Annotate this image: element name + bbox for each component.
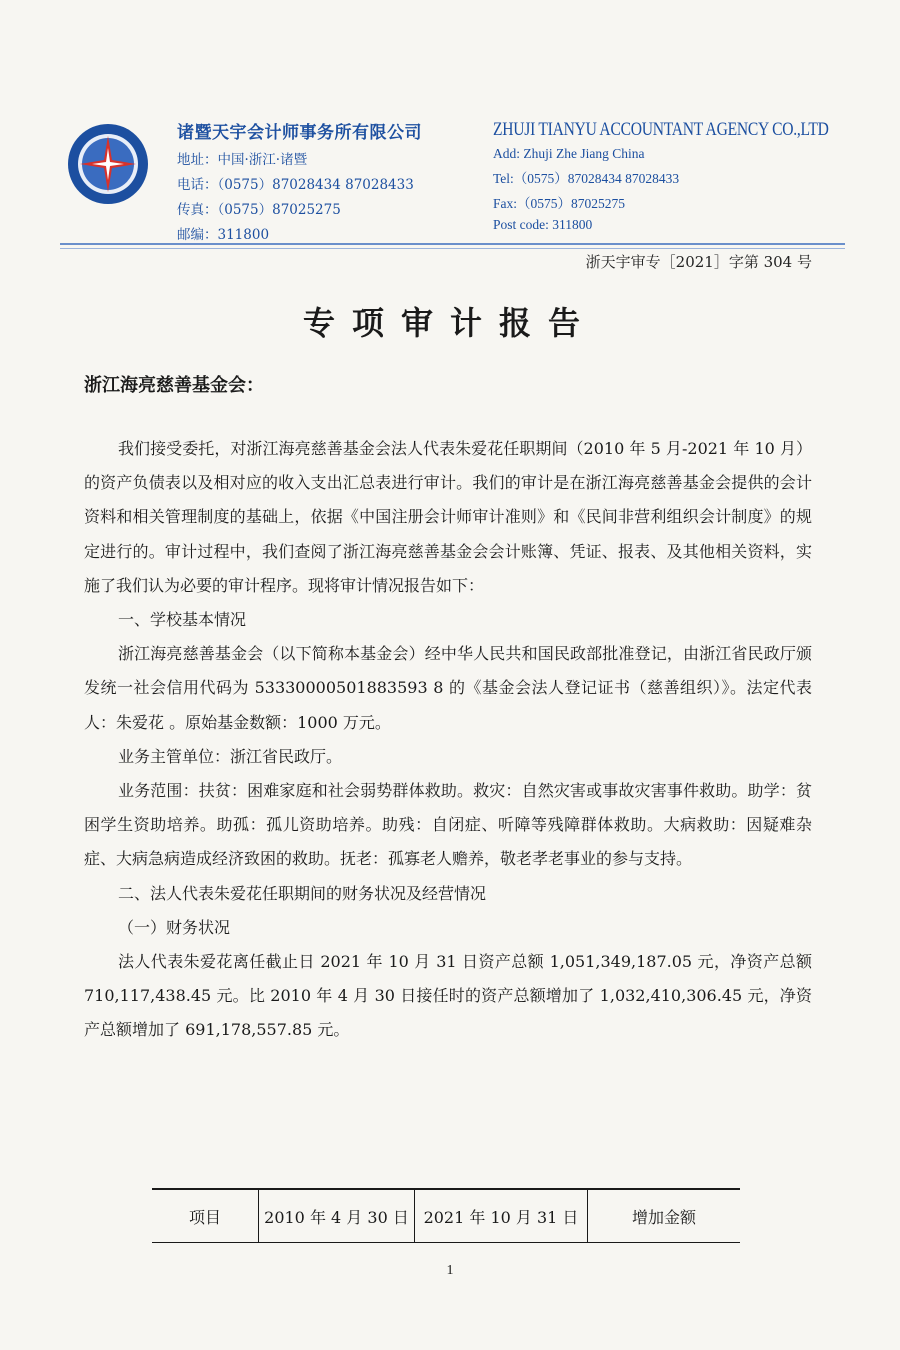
postcode-en: Post code: 311800 <box>493 217 593 232</box>
agency-name-en: ZHUJI TIANYU ACCOUNTANT AGENCY CO.,LTD <box>493 119 829 140</box>
document-number: 浙天宇审专［2021］字第 304 号 <box>585 253 812 271</box>
address-en: Add: Zhuji Zhe Jiang China <box>493 146 645 161</box>
postcode-cn: 邮编：311800 <box>177 227 270 243</box>
addressee: 浙江海亮慈善基金会： <box>84 375 264 396</box>
fax-cn: 传真：（0575）87025275 <box>177 202 341 218</box>
tel-cn: 电话：（0575）87028434 87028433 <box>177 177 414 193</box>
report-body <box>84 432 812 1048</box>
agency-logo <box>66 122 150 206</box>
scope-paragraph: 业务范围：扶贫：困难家庭和社会弱势群体救助。救灾：自然灾害或事故灾害事件救助。助学：贫困学生资助培养。助孤：孤儿资助培养。助残：自闭症、听障等残障群体救助。大病救助：因疑难杂症、大病急病造成经济致困的救助。抚老：孤寡老人赡养，敬老孝老事业的参与支持。 <box>84 781 812 869</box>
subsection-heading-2-1: （一）财务状况 <box>118 917 231 937</box>
header-english <box>493 119 900 233</box>
tel-en: Tel:（0575）87028434 87028433 <box>493 171 680 186</box>
fax-en: Fax:（0575）87025275 <box>493 196 626 211</box>
table-header-end-date: 2021 年 10 月 31 日 <box>415 1190 588 1242</box>
intro-paragraph: 我们接受委托，对浙江海亮慈善基金会法人代表朱爱花任职期间（2010 年 5 月-2021 年 10 月）的资产负债表以及相对应的收入支出汇总表进行审计。我们的审计是在浙江海亮慈善基金会提供的会计资料和相关管理制度的基础上，依据《中国注册会计师审计准则》和《民间非营利组织会计制度》的规定进行的。审计过程中，我们查阅了浙江海亮慈善基金会会计账簿、凭证、报表、及其他相关资料，实施了我们认为必要的审计程序。现将审计情况报告如下： <box>84 439 812 595</box>
table-header-item: 项目 <box>152 1190 259 1242</box>
agency-name-cn: 诸暨天宇会计师事务所有限公司 <box>177 123 422 143</box>
page-number: 1 <box>446 1263 454 1278</box>
table-header-increase: 增加金额 <box>631 1207 696 1227</box>
header-divider-thin <box>60 248 845 249</box>
header-divider <box>60 243 845 245</box>
report-title: 专项审计报告 <box>302 304 597 342</box>
section-heading-2: 二、法人代表朱爱花任职期间的财务状况及经营情况 <box>118 883 487 903</box>
basic-info-paragraph: 浙江海亮慈善基金会（以下简称本基金会）经中华人民共和国民政部批准登记，由浙江省民政厅颁发统一社会信用代码为 53330000501883593 8 的《基金会法人登记证书（慈善组织）》。法定代表人：朱爱花 。原始基金数额：1000 万元。 <box>84 644 812 732</box>
section-heading-1: 一、学校基本情况 <box>118 610 247 630</box>
finance-paragraph: 法人代表朱爱花离任截止日 2021 年 10 月 31 日资产总额 1,051,349,187.05 元，净资产总额 710,117,438.45 元。比 2010 年 4 月 30 日接任时的资产总额增加了 1,032,410,306.45 元，净资产总额增加了 691,178,557.85 元。 <box>84 952 812 1040</box>
supervisor-paragraph: 业务主管单位：浙江省民政厅。 <box>118 746 343 766</box>
address-cn: 地址：中国·浙江·诸暨 <box>177 152 308 168</box>
finance-table <box>152 1188 740 1243</box>
table-header-start-date: 2010 年 4 月 30 日 <box>259 1190 415 1242</box>
header-chinese <box>177 118 422 243</box>
